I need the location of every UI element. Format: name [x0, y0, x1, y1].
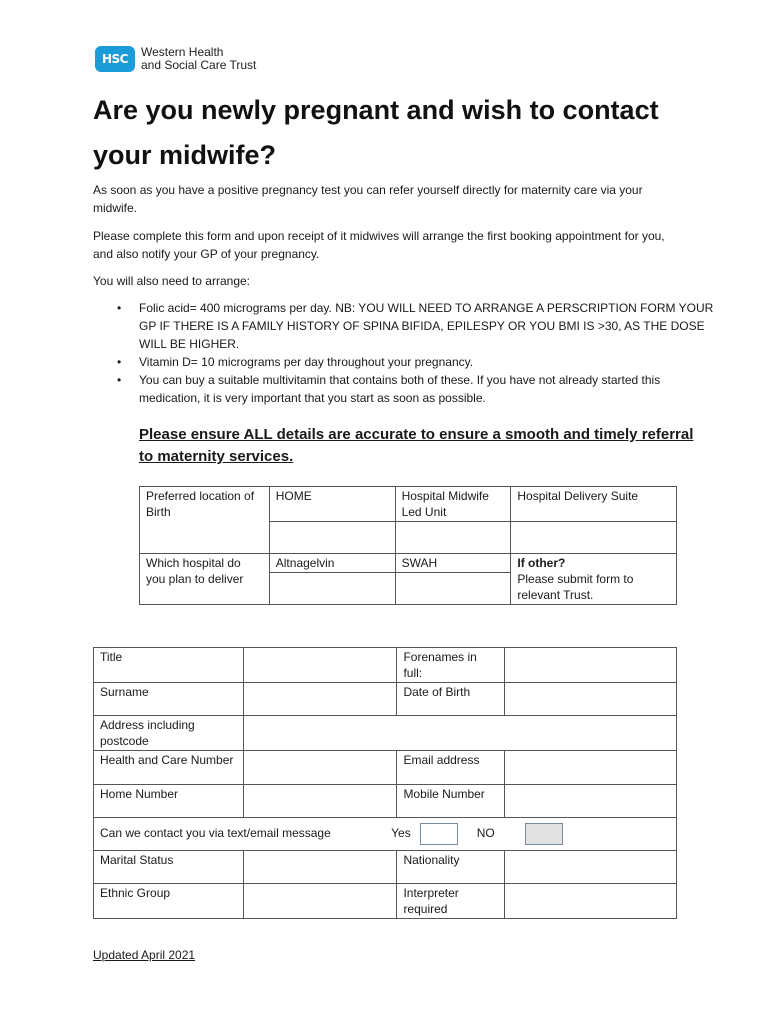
contact-question: Can we contact you via text/email message: [100, 826, 331, 841]
interpreter-field[interactable]: [505, 884, 677, 919]
home-input-cell[interactable]: [269, 522, 395, 554]
preferred-location-label: Preferred location of Birth: [140, 487, 270, 554]
list-item: • Vitamin D= 10 micrograms per day throughout your pregnancy.: [139, 353, 719, 371]
intro-paragraph-3: You will also need to arrange:: [93, 274, 250, 288]
option-delivery-suite: Hospital Delivery Suite: [511, 487, 677, 522]
forenames-label: Forenames in full:: [397, 648, 505, 683]
address-label: Address including postcode: [94, 716, 244, 751]
other-instruction: Please submit form to relevant Trust.: [517, 572, 634, 602]
option-home: HOME: [269, 487, 395, 522]
marital-field[interactable]: [243, 851, 397, 884]
title-label: Title: [94, 648, 244, 683]
personal-details-table: [93, 647, 677, 919]
other-hospital-note: [511, 554, 677, 605]
title-field[interactable]: [243, 648, 397, 683]
trust-name-line2: and Social Care Trust: [141, 58, 257, 72]
trust-logo: [95, 46, 256, 72]
page-title: Are you newly pregnant and wish to contact your midwife?: [93, 95, 659, 170]
delivery-suite-input-cell[interactable]: [511, 522, 677, 554]
hc-number-field[interactable]: [243, 751, 397, 785]
yes-label: Yes: [391, 826, 411, 841]
altnagelvin-input-cell[interactable]: [269, 573, 395, 605]
surname-field[interactable]: [243, 683, 397, 716]
list-item: • Folic acid= 400 micrograms per day. NB: YOU WILL NEED TO ARRANGE A PERSCRIPTION FORM YOUR GP IF THERE IS A FAMILY HISTORY OF SPINA BIFIDA, EPILESPY OR YOU BMI IS >30, AS THE DOSE WILL BE HIGHER.: [139, 299, 719, 353]
intro-paragraph-1: As soon as you have a positive pregnancy test you can refer yourself directly for maternity care via your midwife.: [93, 183, 643, 215]
option-midwife-led-unit: Hospital Midwife Led Unit: [395, 487, 511, 522]
email-label: Email address: [397, 751, 505, 785]
ethnic-label: Ethnic Group: [94, 884, 244, 919]
hsc-badge: HSC: [95, 46, 135, 72]
home-number-field[interactable]: [243, 785, 397, 818]
midwife-led-input-cell[interactable]: [395, 522, 511, 554]
nationality-field[interactable]: [505, 851, 677, 884]
trust-name-line1: Western Health: [141, 45, 224, 59]
hospital-altnagelvin: Altnagelvin: [269, 554, 395, 573]
ethnic-field[interactable]: [243, 884, 397, 919]
yes-checkbox[interactable]: [420, 823, 458, 845]
no-checkbox[interactable]: [525, 823, 563, 845]
mobile-number-label: Mobile Number: [397, 785, 505, 818]
hospital-swah: SWAH: [395, 554, 511, 573]
address-field[interactable]: [243, 716, 676, 751]
marital-label: Marital Status: [94, 851, 244, 884]
dob-label: Date of Birth: [397, 683, 505, 716]
accuracy-subheading: Please ensure ALL details are accurate to ensure a smooth and timely referral to maternity services.: [139, 426, 694, 465]
no-label: NO: [476, 826, 495, 841]
mobile-number-field[interactable]: [505, 785, 677, 818]
contact-consent-row: [94, 818, 677, 851]
list-item: • You can buy a suitable multivitamin that contains both of these. If you have not already started this medication, it is very important that you start as soon as possible.: [139, 371, 719, 407]
forenames-field[interactable]: [505, 648, 677, 683]
dob-field[interactable]: [505, 683, 677, 716]
home-number-label: Home Number: [94, 785, 244, 818]
interpreter-label: Interpreter required: [397, 884, 505, 919]
hc-number-label: Health and Care Number: [94, 751, 244, 785]
nationality-label: Nationality: [397, 851, 505, 884]
supplement-list: [93, 299, 719, 407]
trust-name: [141, 46, 256, 72]
surname-label: Surname: [94, 683, 244, 716]
hospital-label: Which hospital do you plan to deliver: [140, 554, 270, 605]
swah-input-cell[interactable]: [395, 573, 511, 605]
updated-date: Updated April 2021: [93, 948, 196, 962]
intro-paragraph-2: Please complete this form and upon receipt of it midwives will arrange the first booking appointment for you, and also notify your GP of your pregnancy.: [93, 229, 665, 261]
email-field[interactable]: [505, 751, 677, 785]
other-question: If other?: [517, 556, 566, 570]
birth-location-table: [139, 486, 677, 605]
